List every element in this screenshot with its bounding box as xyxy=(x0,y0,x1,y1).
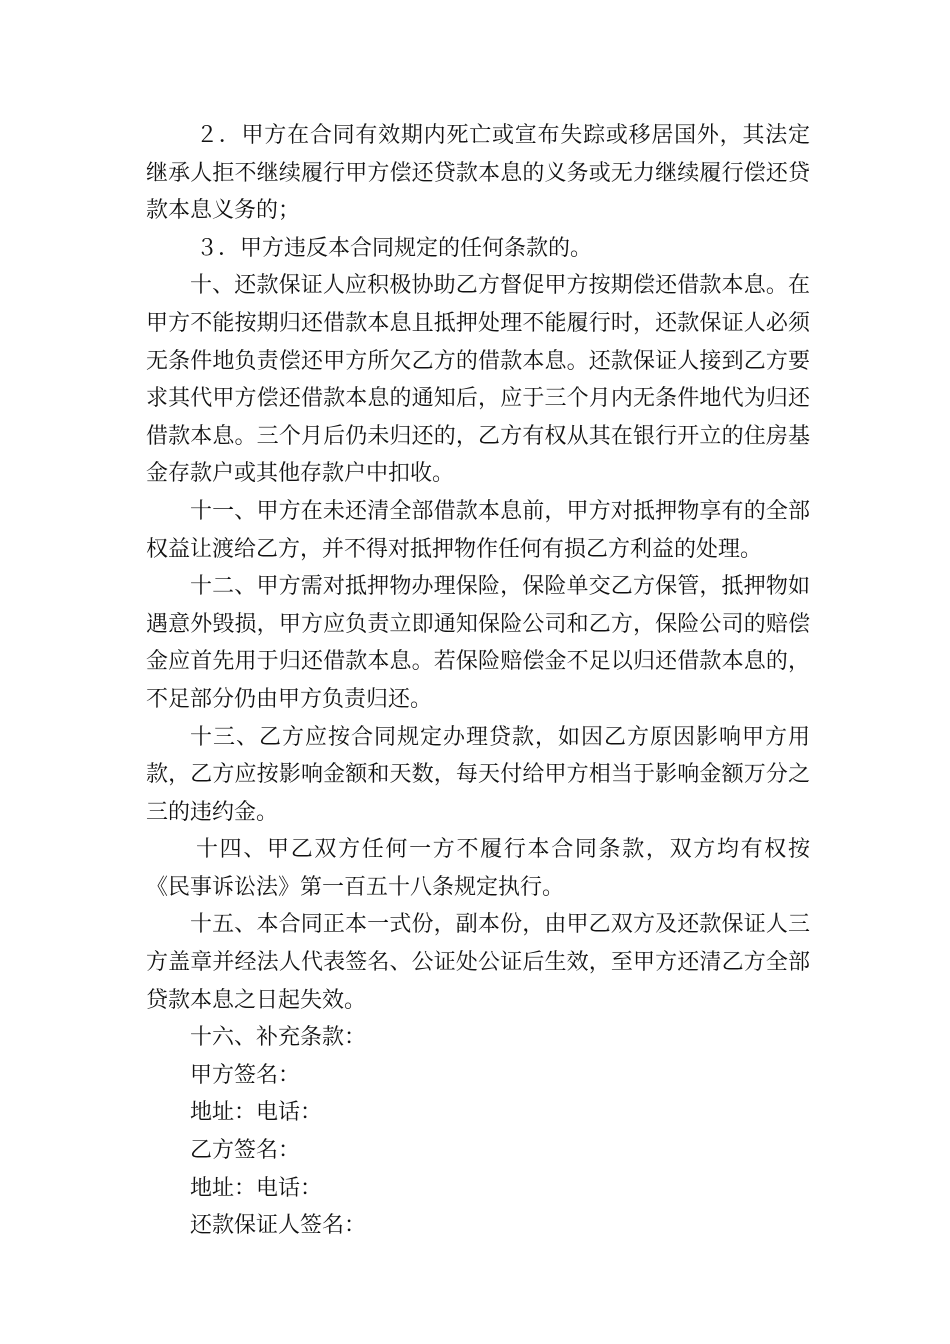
clause-9-item-2: ２．甲方在合同有效期内死亡或宣布失踪或移居国外，其法定继承人拒不继续履行甲方偿还贷款本息的义务或无力继续履行偿还贷款本息义务的； xyxy=(146,123,810,224)
clause-9-item-3: ３．甲方违反本合同规定的任何条款的。 xyxy=(196,235,593,261)
party-b-address-phone-label: 地址：电话： xyxy=(190,1175,323,1201)
clause-15: 十五、本合同正本一式份，副本份，由甲乙双方及还款保证人三方盖章并经法人代表签名、公证处公证后生效，至甲方还清乙方全部贷款本息之日起失效。 xyxy=(146,912,810,1013)
party-a-address-phone-label: 地址：电话： xyxy=(190,1100,323,1126)
clause-14: 十四、甲乙双方任何一方不履行本合同条款，双方均有权按《民事诉讼法》第一百五十八条规定执行。 xyxy=(146,837,810,900)
clause-16-supplementary: 十六、补充条款： xyxy=(190,1025,367,1051)
clause-10: 十、还款保证人应积极协助乙方督促甲方按期偿还借款本息。在甲方不能按期归还借款本息且抵押处理不能履行时，还款保证人必须无条件地负责偿还甲方所欠乙方的借款本息。还款保证人接到乙方要求其代甲方偿还借款本息的通知后，应于三个月内无条件地代为归还借款本息。三个月后仍未归还的，乙方有权从其在银行开立的住房基金存款户或其他存款户中扣收。 xyxy=(146,273,810,487)
clause-11: 十一、甲方在未还清全部借款本息前，甲方对抵押物享有的全部权益让渡给乙方，并不得对抵押物作任何有损乙方利益的处理。 xyxy=(146,498,810,562)
clause-13: 十三、乙方应按合同规定办理贷款，如因乙方原因影响甲方用款，乙方应按影响金额和天数，每天付给甲方相当于影响金额万分之三的违约金。 xyxy=(146,724,810,825)
contract-page xyxy=(146,117,810,1245)
guarantor-signature-label: 还款保证人签名： xyxy=(190,1213,367,1239)
party-a-signature-label: 甲方签名： xyxy=(190,1062,301,1088)
party-b-signature-label: 乙方签名： xyxy=(190,1138,301,1164)
clause-12: 十二、甲方需对抵押物办理保险，保险单交乙方保管，抵押物如遇意外毁损，甲方应负责立即通知保险公司和乙方，保险公司的赔偿金应首先用于归还借款本息。若保险赔偿金不足以归还借款本息的，不足部分仍由甲方负责归还。 xyxy=(146,574,810,712)
